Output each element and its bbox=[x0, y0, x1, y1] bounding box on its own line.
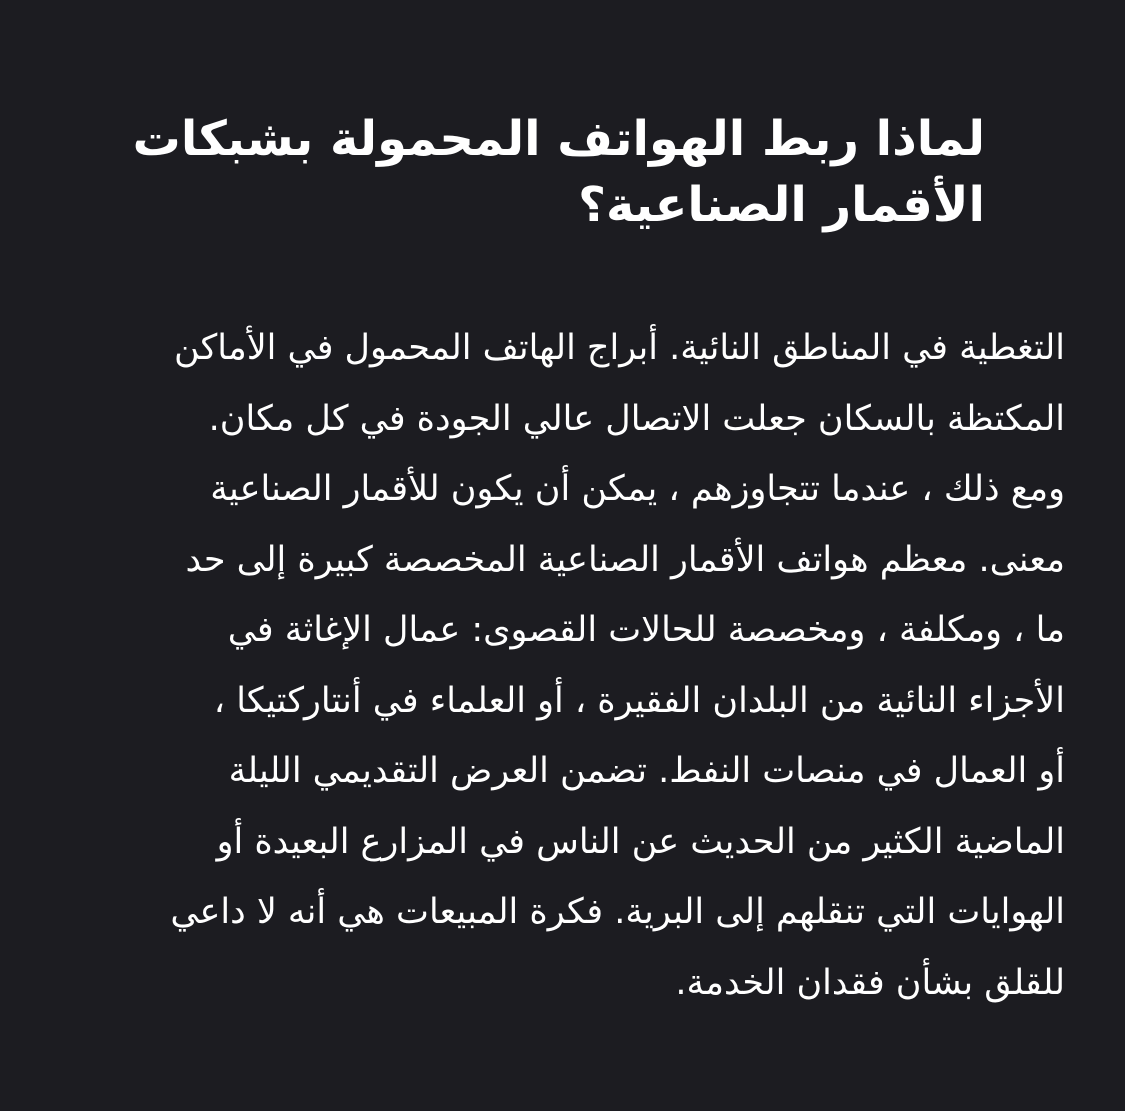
title-line: لماذا ربط الهواتف المحمولة بشبكات bbox=[132, 111, 985, 167]
title-line: الأقمار الصناعية؟ bbox=[578, 177, 985, 233]
body-line: التغطية في المناطق النائية. أبراج الهاتف المحمول في الأماكن bbox=[174, 328, 1065, 368]
body-line: ومع ذلك ، عندما تتجاوزهم ، يمكن أن يكون للأقمار الصناعية bbox=[210, 469, 1065, 509]
body-line: معنى. معظم هواتف الأقمار الصناعية المخصصة كبيرة إلى حد bbox=[185, 539, 1065, 580]
article-title bbox=[85, 106, 985, 238]
body-line: ما ، ومكلفة ، ومخصصة للحالات القصوى: عمال الإغاثة في bbox=[227, 610, 1065, 650]
body-line: المكتظة بالسكان جعلت الاتصال عالي الجودة في كل مكان. bbox=[208, 398, 1065, 439]
body-line: الأجزاء النائية من البلدان الفقيرة ، أو العلماء في أنتاركتيكا ، bbox=[213, 680, 1065, 721]
article-body bbox=[55, 313, 1065, 1018]
body-line: للقلق بشأن فقدان الخدمة. bbox=[675, 962, 1065, 1003]
body-line: أو العمال في منصات النفط. تضمن العرض التقديمي الليلة bbox=[228, 751, 1065, 791]
body-line: الماضية الكثير من الحديث عن الناس في المزارع البعيدة أو bbox=[216, 821, 1065, 862]
body-line: الهوايات التي تنقلهم إلى البرية. فكرة المبيعات هي أنه لا داعي bbox=[170, 892, 1065, 932]
